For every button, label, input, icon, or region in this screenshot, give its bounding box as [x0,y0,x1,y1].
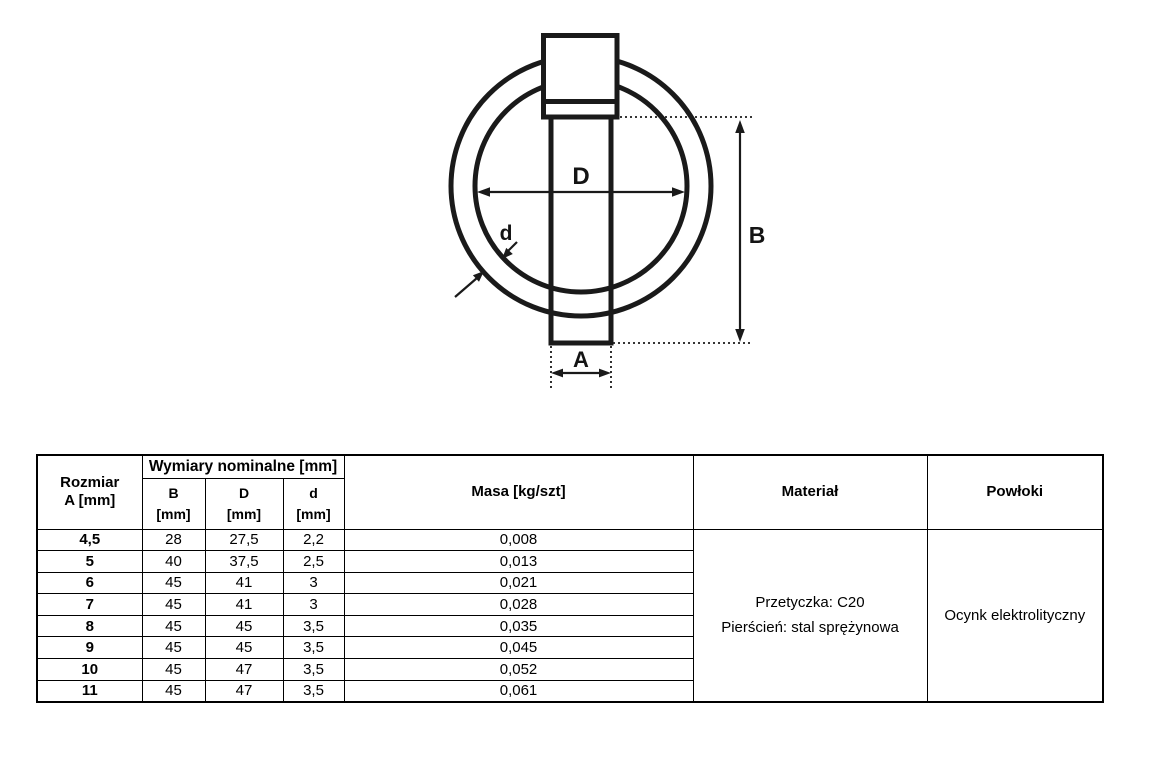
header-material: Materiał [693,455,927,529]
cell-size: 9 [37,637,142,659]
cell-dd: 2,2 [283,529,344,551]
header-size-line1: Rozmiar [60,474,120,492]
cell-dd: 3 [283,594,344,616]
cell-size: 10 [37,659,142,681]
cell-b: 45 [142,637,205,659]
dimensions-table [36,454,1104,703]
cell-b: 45 [142,572,205,594]
header-d-line2: [mm] [296,505,331,522]
header-mass: Masa [kg/szt] [344,455,693,529]
header-d [283,478,344,529]
header-D [205,478,283,529]
label-d: d [499,222,513,245]
cell-b: 40 [142,551,205,573]
cell-d: 27,5 [205,529,283,551]
cell-d: 45 [205,615,283,637]
header-nominal-dimensions: Wymiary nominalne [mm] [142,455,344,478]
cell-b: 45 [142,680,205,702]
header-D-line1: D [238,485,250,502]
cell-mass: 0,013 [344,551,693,573]
cell-mass: 0,035 [344,615,693,637]
cell-dd: 3,5 [283,637,344,659]
cell-d: 37,5 [205,551,283,573]
cell-mass: 0,021 [344,572,693,594]
cell-d: 47 [205,659,283,681]
cell-mass: 0,028 [344,594,693,616]
cell-d: 41 [205,594,283,616]
pin-head [544,36,618,118]
cell-mass: 0,008 [344,529,693,551]
material-line-ring: Pierścień: stal sprężynowa [721,619,899,637]
header-d-line1: d [309,485,318,502]
cell-b: 45 [142,615,205,637]
label-A: A [573,347,589,372]
wire-pointer-arrow-outer [455,271,484,297]
cell-mass: 0,045 [344,637,693,659]
cell-dd: 2,5 [283,551,344,573]
header-B-line1: B [168,485,179,502]
header-size [37,455,142,529]
cell-size: 8 [37,615,142,637]
cell-size: 7 [37,594,142,616]
cell-dd: 3,5 [283,659,344,681]
cell-dd: 3,5 [283,615,344,637]
cell-size: 11 [37,680,142,702]
cell-d: 45 [205,637,283,659]
cell-b: 45 [142,659,205,681]
table-row [37,529,1103,551]
label-B: B [748,222,766,248]
pin-body [551,107,611,343]
cell-dd: 3 [283,572,344,594]
cell-coating: Ocynk elektrolityczny [927,529,1103,702]
header-size-line2: A [mm] [64,492,116,510]
cell-material [693,529,927,702]
cell-dd: 3,5 [283,680,344,702]
header-B [142,478,205,529]
cell-mass: 0,061 [344,680,693,702]
header-row-group [37,455,1103,478]
cell-b: 45 [142,594,205,616]
cell-d: 41 [205,572,283,594]
cell-size: 4,5 [37,529,142,551]
cell-mass: 0,052 [344,659,693,681]
cell-d: 47 [205,680,283,702]
header-D-line2: [mm] [226,505,262,522]
dim-arrow-B [735,120,745,342]
material-line-pin: Przetyczka: C20 [755,594,865,612]
header-B-line2: [mm] [156,505,191,522]
header-coating: Powłoki [927,455,1103,529]
cell-size: 6 [37,572,142,594]
cell-b: 28 [142,529,205,551]
label-D: D [572,163,590,190]
cell-size: 5 [37,551,142,573]
